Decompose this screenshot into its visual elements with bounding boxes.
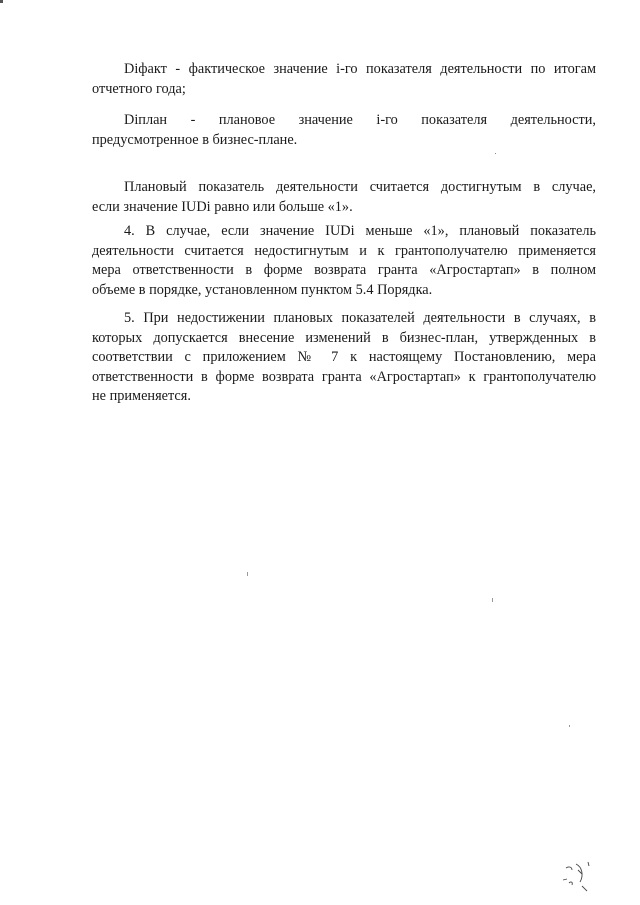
scan-speck — [246, 572, 250, 578]
paragraph-line: объеме в порядке, установленном пунктом 5.4 Порядка. — [92, 281, 433, 298]
paragraph-line: если значение IUDi равно или больше «1». — [92, 198, 353, 215]
paragraph-line: 5. При недостижении плановых показателей деятельности в случаях, в — [124, 310, 596, 326]
paragraph-line: деятельности считается недостигнутым и к грантополучателю применяется — [92, 242, 596, 259]
scan-speck — [491, 598, 495, 604]
scan-speck — [568, 724, 572, 728]
paragraph-line: ответственности в форме возврата гранта «Агростартап» к грантополучателю — [92, 368, 596, 385]
scan-corner-mark — [0, 0, 3, 3]
paragraph-clause-5 — [92, 309, 596, 407]
paragraph-line: которых допускается внесение изменений в бизнес-план, утвержденных в — [92, 329, 596, 346]
paragraph-line: Плановый показатель деятельности считается достигнутым в случае, — [124, 179, 596, 195]
paragraph-diplan-definition — [92, 111, 596, 150]
paragraph-line: соответствии с приложением № 7 к настоящему Постановлению, мера — [92, 349, 596, 365]
paragraph-line: предусмотренное в бизнес-плане. — [92, 131, 298, 148]
paragraph-clause-4 — [92, 222, 596, 300]
paragraph-line: 4. В случае, если значение IUDi меньше «1», плановый показатель — [124, 223, 596, 239]
paragraph-line: Diплан - плановое значение i-го показателя деятельности, — [124, 112, 596, 128]
paragraph-target-achieved — [92, 178, 596, 217]
paragraph-line: Diфакт - фактическое значение i-го показателя деятельности по итогам — [124, 61, 596, 77]
handwritten-initials-mark — [560, 858, 594, 894]
paragraph-difakt-definition — [92, 60, 596, 99]
paragraph-line: не применяется. — [92, 388, 191, 404]
paragraph-line: мера ответственности в форме возврата гранта «Агростартап» в полном — [92, 262, 596, 278]
scan-speck — [494, 152, 498, 156]
paragraph-line: отчетного года; — [92, 80, 186, 97]
